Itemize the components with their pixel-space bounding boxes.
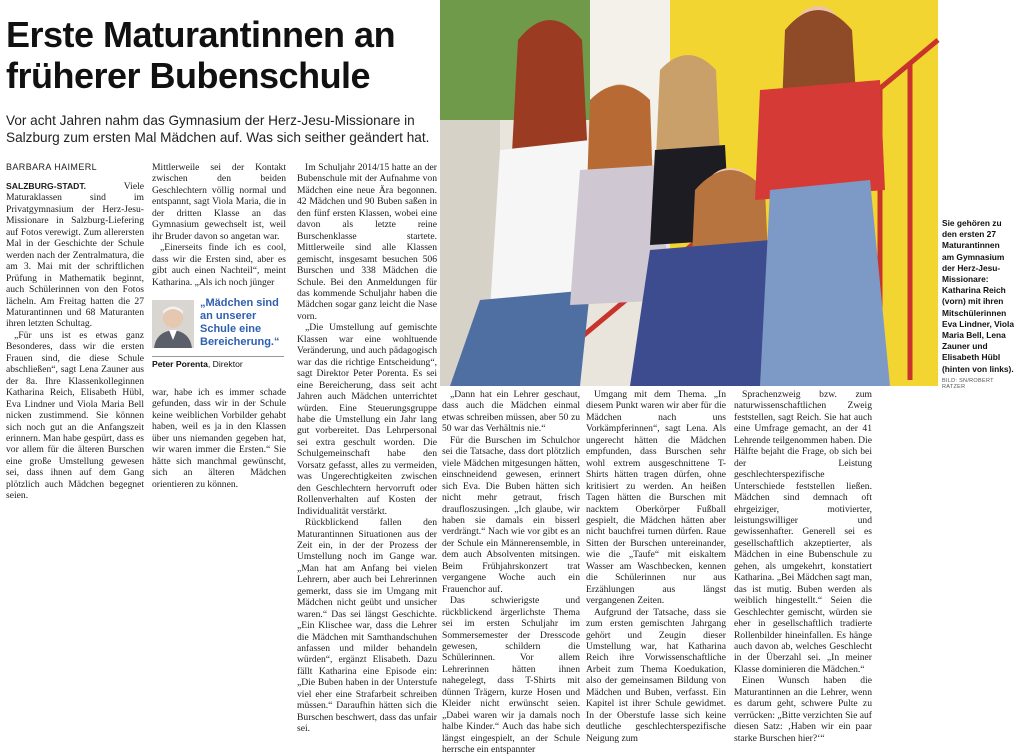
paragraph: Im Schuljahr 2014/15 hatte an der Bubenschule mit der Aufnahme von Mädchen eine neue Ära begonnen. 42 Mädchen und 90 Buben saßen in den fünf ersten Klassen, wobei eine davon als letzte reine Burschenklasse startete. Mittlerweile sind alle Klassen gemischt, insgesamt besuchen 506 Burschen und 338 Mädchen die Schule. Bei den Anmeldungen für das kommende Schuljahr haben die Mädchen sogar ganz leicht die Nase vorn.	[297, 162, 437, 322]
quote-text: „Mädchen sind an unserer Schule eine Bereicherung.“	[200, 297, 280, 348]
paragraph: Für die Burschen im Schulchor sei die Tatsache, dass dort plötzlich viele Mädchen mitgesungen hätten, einschneidend gewesen, erinnert sich Eva. Die Buben hätten sich nicht mehr getraut, frisch draufloszusingen. „Ich glaube, wir haben sie damals ein bisserl verdrängt.“ Nach wie vor gibt es an der Schule ein Männerensemble, in dem auch Absolventen mitsingen. Beim Frühjahrskonzert trat vergangene Woche auch ein Frauenchor auf.	[442, 434, 580, 595]
paragraph: „Dann hat ein Lehrer geschaut, dass auch die Mädchen einmal etwas schreiben müssen, aber 50 zu 50 war das Verhältnis nie.“	[442, 389, 580, 435]
photo-caption: Sie gehören zu den ersten 27 Maturantinnen am Gymnasium der Herz-Jesu-Missionare: Katharina Reich (vorn) mit ihren Mitschülerinnen Eva Lindner, Viola Maria Bell, Lena Zauner und Elisabeth Hübl (hinten von links).	[942, 218, 1014, 374]
text-column-6	[734, 389, 872, 744]
paragraph: Sprachenzweig bzw. zum naturwissenschaftlichen Zweig feststellen, sagt Reich. Sie hat auch eine Umfrage gemacht, an der 41 Lehrende teilgenommen haben. Die Hälfte bejaht die Frage, ob sich bei der Leistung geschlechterspezifische Unterschiede feststellen ließen. Mädchen sind demnach oft ehrgeiziger, motivierter, leistungswilliger und gewissenhafter. Generell sei es gesellschaftlich akzeptierter, als Mädchen in eine Bubenschule zu gehen, als umgekehrt, konstatiert Katharina. „Bei Mädchen sagt man, das ist mutig. Buben werden als weiblich hingestellt.“ Seien die Geschlechter gemischt, würden sie eher in gesellschaftlich tradierte Rollenbilder hineinfallen. Es hänge auch davon ab, welches Geschlecht in der Überzahl sei. „In meiner Klasse dominieren die Mädchen.“	[734, 389, 872, 675]
text-column-2-bottom	[152, 387, 286, 497]
text-column-2-top	[152, 162, 286, 294]
paragraph: Rückblickend fallen den Maturantinnen Situationen aus der Zeit ein, in der der Prozess der Umstellung noch im Gange war. „Man hat am Anfang bei vielen Lehrern, aber auch bei Lehrerinnen gemerkt, dass sie im Umgang mit Mädchen nicht geübt und unsicher waren.“ Das sei längst Geschichte. „Ein Klischee war, dass die Lehrer die Mädchen mit Samthandschuhen anfassen und milder behandeln würden“, ergänzt Elisabeth. Dazu fällt Katharina eine Episode ein: „Die Buben haben in der Unterstufe viel eher eine Strafarbeit schreiben müssen.“ Daraufhin hätten sich die Burschen beschwert, dass das unfair sei.	[297, 517, 437, 735]
article-byline: BARBARA HAIMERL	[6, 162, 98, 172]
text-column-1	[6, 181, 144, 501]
students-photo	[440, 0, 938, 386]
quote-attribution: Peter Porenta, Direktor	[152, 356, 284, 369]
article-photo	[440, 0, 938, 386]
paragraph: Umgang mit dem Thema. „In diesem Punkt waren wir aber für die Mädchen nach uns Vorkämpferinnen“, sagt Lena. Als ungerecht hätten die Mädchen empfunden, dass Burschen sehr wohl extrem ausgeschnittene T-Shirts hätten tragen dürfen, ohne kritisiert zu werden. An heißen Tagen hätten die Burschen mit nacktem Oberkörper Fußball gespielt, die Mädchen hätten aber nicht bauchfrei turnen dürfen. Raue Sitten der Burschen untereinander, wie die „Taufe“ mit eiskaltem Wasser am Waschbecken, kennen die Schülerinnen nur aus Erzählungen aus längst vergangenen Zeiten.	[586, 389, 726, 607]
paragraph: Das schwierigste und rückblickend ärgerlichste Thema sei im ersten Schuljahr im Sommersemester der Dresscode gewesen, schildern die Schülerinnen. Vor allem Lehrerinnen hätten ihnen nahegelegt, dass T-Shirts mit dünnen Trägern, kurze Hosen und Kleider nicht erwünscht seien. „Dabei waren wir ja damals noch halbe Kinder.“ Auch das habe sich längst eingespielt, an der Schule herrsche ein entspannter	[442, 595, 580, 756]
paragraph: Mittlerweile sei der Kontakt zwischen den beiden Geschlechtern völlig normal und entspannt, sagt Viola Maria, die in der dritten Klasse an das Gymnasium gewechselt ist, weil ihr Bruder davon so angetan war.	[152, 162, 286, 242]
paragraph: war, habe ich es immer schade gefunden, dass wir in der Schule keine weiblichen Vorbilder gehabt haben, weil es ja in den Klassen über uns niemanden gegeben hat, wir waren immer die Ersten.“ Sie hätte sich manchmal gewünscht, sich an älteren Mädchen orientieren zu können.	[152, 387, 286, 490]
paragraph: Einen Wunsch haben die Maturantinnen an die Lehrer, wenn es darum geht, schwere Pulte zu verrücken: „Bitte verzichten Sie auf diesen Satz: ‚Haben wir ein paar starke Burschen hier?‘“	[734, 675, 872, 744]
dateline: SALZBURG-STADT.	[6, 181, 87, 191]
portrait-photo	[152, 300, 194, 348]
text-column-4	[442, 389, 580, 756]
paragraph: SALZBURG-STADT. Viele Maturaklassen sind im Privatgymnasium der Herz-Jesu-Missionare in Salzburg-Liefering auf Fotos verewigt. Zum allerersten Mal in der Geschichte der Schule werden nach der Zentralmatura, die am 3. Mai mit der schriftlichen Prüfung in Mathematik beginnt, auch Schülerinnen von den Fotos lächeln. Am Freitag hatten die 27 Maturantinnen und 68 Maturanten ihren letzten Schultag.	[6, 181, 144, 330]
article-lead: Vor acht Jahren nahm das Gymnasium der Herz-Jesu-Missionare in Salzburg zum ersten Mal Mädchen auf. Was sich seither geändert hat.	[6, 113, 430, 145]
paragraph: „Für uns ist es etwas ganz Besonderes, dass wir die ersten Frauen sind, die diese Schule abschließen“, sagt Lena Zauner aus der 8a. Ihre Klassenkolleginnen Katharina Reich, Elisabeth Hübl, Eva Lindner und Viola Maria Bell nicken zustimmend. Sie können sich noch gut an die Anfangszeit erinnern. Man habe gespürt, dass es vor allem für die älteren Burschen eine große Umstellung gewesen sei, dass ihnen auf dem Gang plötzlich auch Mädchen begegnet seien.	[6, 329, 144, 502]
article-headline: Erste Maturantinnen an früherer Bubenschule	[6, 14, 396, 96]
pull-quote	[152, 294, 282, 372]
photo-credit: BILD: SN/ROBERT RATZER	[942, 378, 994, 390]
text-column-3	[297, 162, 437, 740]
paragraph: „Die Umstellung auf gemischte Klassen war eine wohltuende Veränderung, und auch pädagogisch war das die richtige Entscheidung“, sagt Direktor Peter Porenta. Es sei eine Bereicherung, dass seit acht Jahren auch Mädchen unterrichtet würden. Eine Steuerungsgruppe habe die Umstellung ein Jahr lang gut vorbereitet. Das Lehrpersonal sei extra geschult worden. Die Schulgemeinschaft habe den Vorsatz gefasst, alles zu vermeiden, was Ungerechtigkeiten zwischen den Geschlechtern hervorruft oder Rollenverhalten auf Kosten der Individualität verstärkt.	[297, 322, 437, 517]
text-column-5	[586, 389, 726, 744]
paragraph: Aufgrund der Tatsache, dass sie zum ersten gemischten Jahrgang gehört und Zeugin dieser Umstellung war, hat Katharina Reich ihre Vorwissenschaftliche Arbeit zum Thema Koedukation, also der gemeinsamen Bildung von Mädchen und Buben, verfasst. Ein Kapitel ist ihrer Schule gewidmet. In der Oberstufe lasse sich keine deutliche geschlechterspezifische Neigung zum	[586, 606, 726, 744]
paragraph: „Einerseits finde ich es cool, dass wir die Ersten sind, aber es gibt auch einen Nachteil“, meint Katharina. „Als ich noch jünger	[152, 242, 286, 288]
